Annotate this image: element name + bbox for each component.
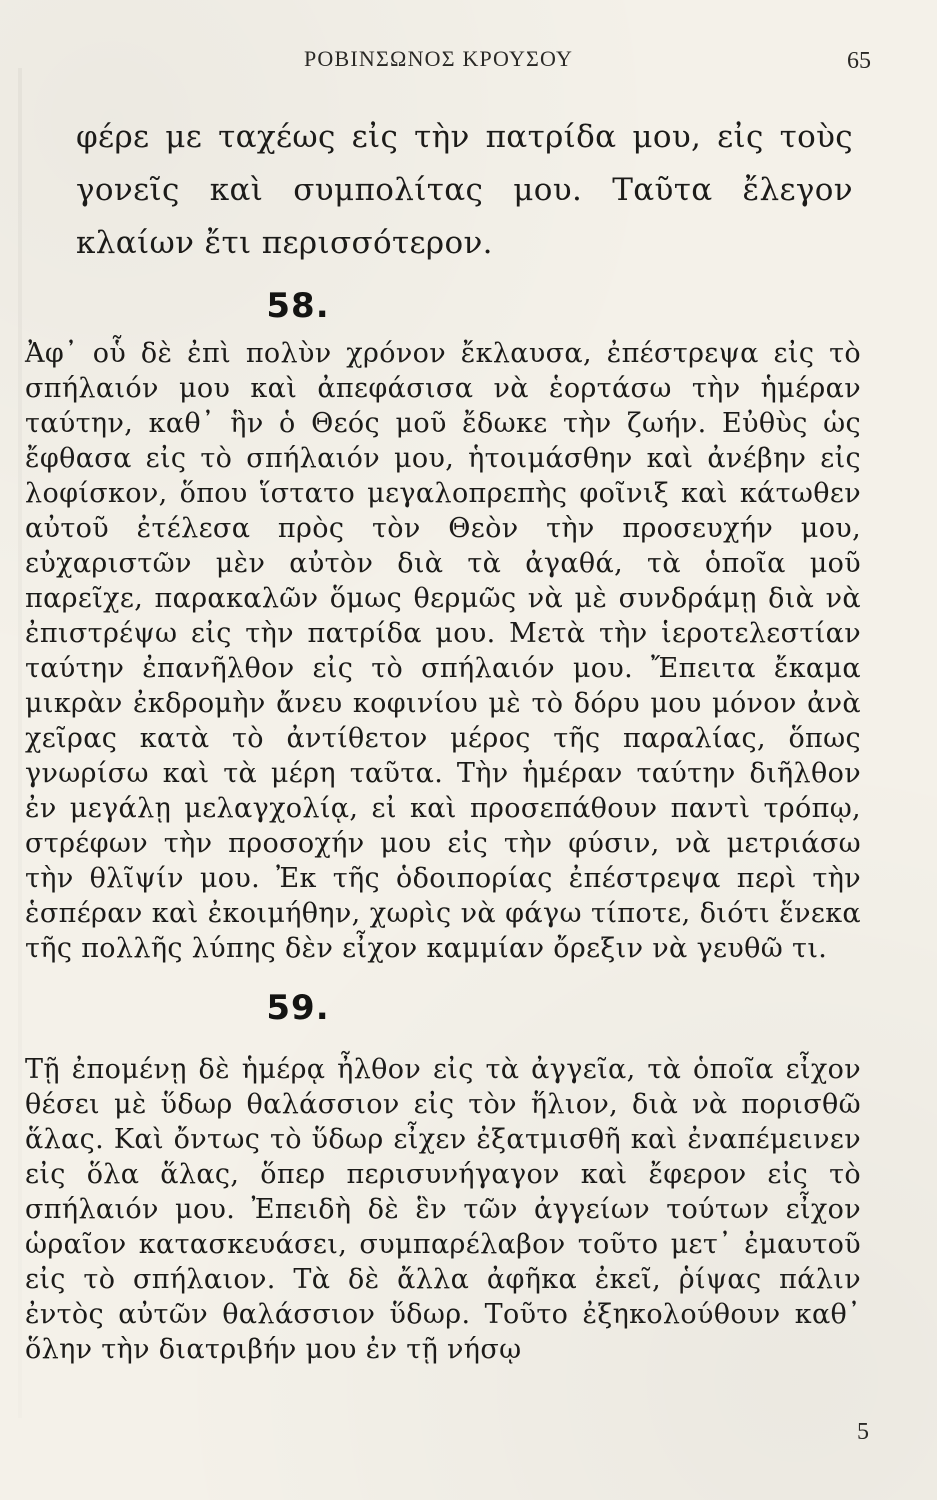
running-head <box>18 38 871 78</box>
section-59-text: Τῇ ἐπομένῃ δὲ ἡμέρᾳ ἦλθον εἰς τὰ ἀγγεῖα, τὰ ὁποῖα εἶχον θέσει μὲ ὕδωρ θαλάσσιον εἰς τὸν ἥλιον, διὰ νὰ πορισθῶ ἅλας. Καὶ ὄντως τὸ ὕδωρ εἶχεν ἐξατμισθῆ καὶ ἐναπέμεινεν εἰς ὅλα ἅλας, ὅπερ περισυνήγαγον καὶ ἔφερον εἰς τὸ σπήλαιόν μου. Ἐπειδὴ δὲ ἓν τῶν ἀγγείων τούτων εἶχον ὡραῖον κατασκευάσει, συμπαρέλαβον τοῦτο μετ᾽ ἐμαυτοῦ εἰς τὸ σπήλαιον. Τὰ δὲ ἄλλα ἀφῆκα ἐκεῖ, ῥίψας πάλιν ἐντὸς αὐτῶν θαλάσσιον ὕδωρ. Τοῦτο ἐξηκολούθουν καθ᾽ ὅλην τὴν διατριβήν μου ἐν τῇ νήσῳ <box>25 1054 861 1365</box>
section-number-59: 59. <box>266 988 330 1028</box>
intro-paragraph: φέρε με ταχέως εἰς τὴν πατρίδα μου, εἰς τοὺς γονεῖς καὶ συμπολίτας μου. Ταῦτα ἔλεγον κλαίων ἔτι περισσότερον. <box>76 119 853 261</box>
running-title: ΡΟΒΙΝΣΩΝΟΣ ΚΡΟΥΣΟΥ <box>304 46 574 71</box>
section-number-58: 58. <box>266 286 330 326</box>
section-58-text: Ἀφ᾽ οὗ δὲ ἐπὶ πολὺν χρόνον ἔκλαυσα, ἐπέστρεψα εἰς τὸ σπήλαιόν μου καὶ ἀπεφάσισα νὰ ἑορτάσω τὴν ἡμέραν ταύτην, καθ᾽ ἣν ὁ Θεός μοῦ ἔδωκε τὴν ζωήν. Εὐθὺς ὡς ἔφθασα εἰς τὸ σπήλαιόν μου, ἡτοιμάσθην καὶ ἀνέβην εἰς λοφίσκον, ὅπου ἵστατο μεγαλοπρεπὴς φοῖνιξ καὶ κάτωθεν αὐτοῦ ἐτέλεσα πρὸς τὸν Θεὸν τὴν προσευχήν μου, εὐχαριστῶν μὲν αὐτὸν διὰ τὰ ἀγαθά, τὰ ὁποῖα μοῦ παρεῖχε, παρακαλῶν ὅμως θερμῶς νὰ μὲ συνδράμῃ διὰ νὰ ἐπιστρέψω εἰς τὴν πατρίδα μου. Μετὰ τὴν ἱεροτελεστίαν ταύτην ἐπανῆλθον εἰς τὸ σπήλαιόν μου. Ἔπειτα ἔκαμα μικρὰν ἐκδρομὴν ἄνευ κοφινίου μὲ τὸ δόρυ μου μόνον ἀνὰ χεῖρας κατὰ τὸ ἀντίθετον μέρος τῆς παραλίας, ὅπως γνωρίσω καὶ τὰ μέρη ταῦτα. Τὴν ἡμέραν ταύτην διῆλθον ἐν μεγάλῃ μελαγχολίᾳ, εἰ καὶ προσεπάθουν παντὶ τρόπῳ, στρέφων τὴν προσοχήν μου εἰς τὴν φύσιν, νὰ μετριάσω τὴν θλῖψίν μου. Ἐκ τῆς ὁδοιπορίας ἐπέστρεψα περὶ τὴν ἑσπέραν καὶ ἐκοιμήθην, χωρὶς νὰ φάγω τίποτε, διότι ἕνεκα τῆς πολλῆς λύπης δὲν εἶχον καμμίαν ὄρεξιν νὰ γευθῶ τι. <box>25 338 861 964</box>
printer-signature-mark: 5 <box>857 1419 869 1445</box>
page-number: 65 <box>847 48 871 74</box>
